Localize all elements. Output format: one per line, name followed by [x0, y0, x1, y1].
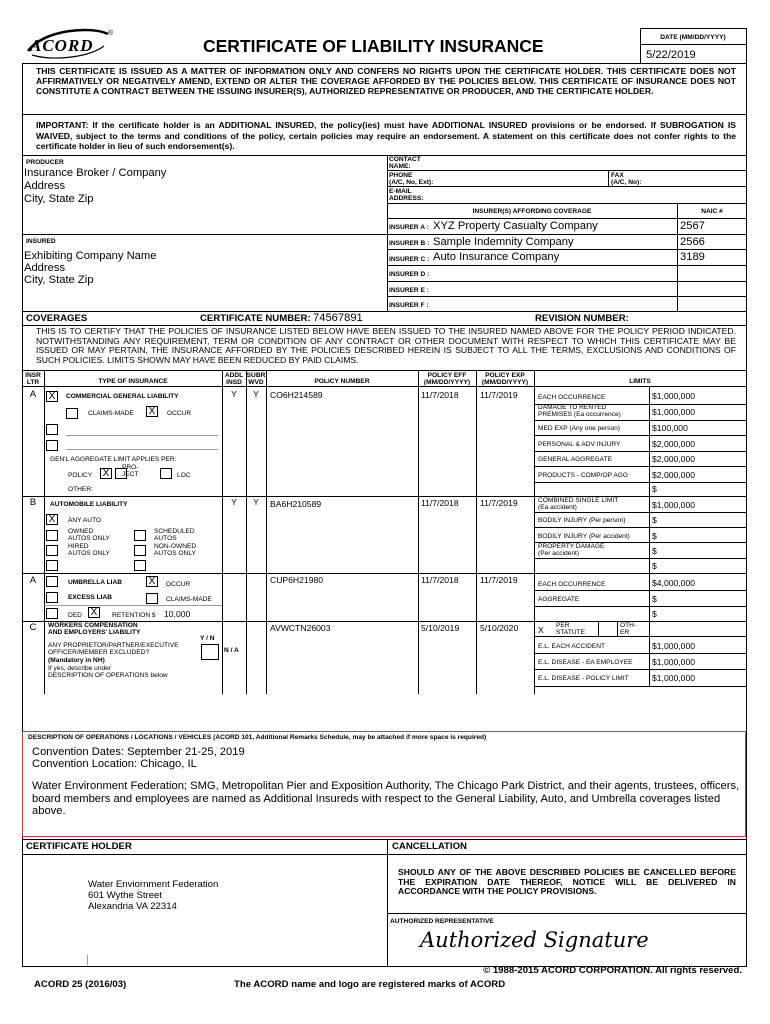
insured-address: Address: [24, 262, 66, 274]
acord-marks-notice: The ACORD name and logo are registered marks of ACORD: [234, 979, 506, 990]
wc-limit-label: E.L. EACH ACCIDENT: [538, 643, 606, 650]
gl-checkbox[interactable]: X: [46, 391, 58, 402]
loc-label: LOC: [177, 472, 191, 479]
coverages-label: COVERAGES: [26, 313, 88, 324]
convention-location: Convention Location: Chicago, IL: [32, 758, 197, 770]
policy-number-header: POLICY NUMBER: [314, 378, 370, 385]
per-statute-checkbox[interactable]: X: [538, 625, 544, 635]
copyright: © 1988-2015 ACORD CORPORATION. All rights reserved.: [483, 965, 742, 976]
insurer-a-naic: 2567: [680, 220, 705, 232]
auto-limit-label: BODILY INJURY (Per accident): [538, 533, 630, 540]
description-label: DESCRIPTION OF OPERATIONS / LOCATIONS / VEHICLES (ACORD 101, Additional Remarks Schedule, may be attached if more space is required): [28, 734, 487, 741]
insured-city: City, State Zip: [24, 274, 94, 286]
owned-autos-checkbox[interactable]: [46, 530, 58, 541]
gl-limit-value: $100,000: [652, 423, 688, 433]
auto-limit-label: COMBINED SINGLE LIMIT (Ea accident): [538, 497, 619, 512]
insurer-b-name: Sample Indemnity Company: [433, 236, 574, 248]
producer-address: Address: [24, 180, 66, 192]
wc-proprietor-question: ANY PROPRIETOR/PARTNER/EXECUTIVE OFFICER/MEMBER EXCLUDED?: [48, 642, 179, 657]
gl-limit-value: $2,000,000: [652, 454, 696, 464]
hired-autos-label: HIRED AUTOS ONLY: [68, 543, 110, 558]
policy-exp-header: POLICY EXP (MM/DD/YYYY): [481, 372, 529, 387]
insurer-a-name: XYZ Property Casualty Company: [433, 220, 598, 232]
ded-label: DED: [68, 612, 82, 619]
umbrella-limit-label: EACH OCCURRENCE: [538, 581, 606, 588]
umbrella-limit-value: $: [652, 609, 657, 619]
umbrella-claims-made-checkbox[interactable]: [146, 593, 158, 604]
any-auto-label: ANY AUTO: [68, 517, 102, 524]
wc-limit-value: $1,000,000: [652, 657, 696, 667]
insurer-a-label: INSURER A :: [389, 224, 429, 231]
gl-eff-date: 11/7/2018: [421, 390, 459, 400]
excess-label: EXCESS LIAB: [68, 594, 112, 601]
auto-eff-date: 11/7/2018: [421, 498, 459, 508]
holder-street: 601 Wythe Street: [88, 890, 163, 901]
producer-name: Insurance Broker / Company: [24, 167, 167, 179]
gl-limit-value: $: [652, 484, 657, 494]
insurer-b-label: INSURER B :: [389, 240, 430, 247]
certificate-number-label: CERTIFICATE NUMBER:: [200, 313, 311, 324]
occur-checkbox[interactable]: X: [146, 406, 158, 417]
auto-exp-date: 11/7/2019: [480, 498, 518, 508]
gl-aggregate-applies-label: GEN'L AGGREGATE LIMIT APPLIES PER:: [50, 456, 177, 463]
insurers-header: INSURER(S) AFFORDING COVERAGE: [472, 208, 592, 215]
gl-limit-label: MED EXP (Any one person): [538, 425, 620, 432]
any-auto-checkbox[interactable]: X: [46, 514, 58, 525]
wc-exp-date: 5/10/2020: [480, 623, 519, 633]
insurer-d-label: INSURER D :: [389, 271, 430, 278]
type-header: TYPE OF INSURANCE: [98, 378, 168, 385]
umbrella-eff-date: 11/7/2018: [421, 575, 459, 585]
gl-limit-value: $1,000,000: [652, 391, 696, 401]
umbrella-insurer-letter: A: [29, 575, 37, 586]
producer-label: PRODUCER: [26, 159, 64, 166]
wc-title: WORKERS COMPENSATION AND EMPLOYERS' LIABILITY: [48, 622, 141, 637]
loc-checkbox[interactable]: [160, 468, 172, 479]
occur-label: OCCUR: [167, 410, 192, 417]
registered-mark-icon: ®: [108, 30, 114, 37]
insurer-c-label: INSURER C :: [389, 256, 430, 263]
policy-eff-header: POLICY EFF (MM/DD/YYYY): [423, 372, 471, 387]
important-notice: IMPORTANT: If the certificate holder is an ADDITIONAL INSURED, the policy(ies) must have ADDITIONAL INSURED provisions or be endorsed. If SUBROGATION IS WAIVED, subject to the terms and conditions of the policy, certain policies may require an endorsement. A statement on this certificate does not confer rights to the certificate holder in lieu of such endorsement(s).: [36, 120, 736, 152]
wc-limit-label: E.L. DISEASE - POLICY LIMIT: [538, 675, 629, 682]
insurer-f-label: INSURER F :: [389, 302, 429, 309]
insurer-c-name: Auto Insurance Company: [433, 251, 560, 263]
wc-excluded-checkbox[interactable]: [201, 644, 219, 660]
date-value: 5/22/2019: [646, 49, 696, 61]
wc-yn-label: Y / N: [200, 635, 215, 642]
gl-limit-label: PERSONAL & ADV INJURY: [538, 441, 621, 448]
umbrella-policy-number: CUP6H21980: [270, 575, 324, 585]
wc-limit-value: $1,000,000: [652, 673, 696, 683]
gl-insurer-letter: A: [29, 389, 37, 400]
gl-addl: Y: [231, 389, 237, 399]
certificate-holder-label: CERTIFICATE HOLDER: [26, 841, 132, 852]
insurer-e-label: INSURER E :: [389, 287, 429, 294]
wc-insurer-letter: C: [29, 622, 37, 633]
producer-city: City, State Zip: [24, 193, 94, 205]
insured-label: INSURED: [26, 238, 56, 245]
scheduled-autos-label: SCHEDULED AUTOS: [154, 528, 195, 543]
umbrella-exp-date: 11/7/2019: [480, 575, 518, 585]
auto-limit-value: $1,000,000: [652, 500, 696, 510]
ded-checkbox[interactable]: [46, 608, 58, 619]
claims-made-checkbox[interactable]: [66, 408, 78, 419]
fax-label: FAX (A/C, No):: [611, 172, 642, 187]
gl-limit-value: $2,000,000: [652, 470, 696, 480]
project-label: PRO- JECT: [122, 464, 139, 479]
gl-limit-label: DAMAGE TO RENTED PREMISES (Ea occurrence): [538, 404, 621, 419]
insurer-b-naic: 2566: [680, 236, 705, 248]
umbrella-claims-made-label: CLAIMS-MADE: [166, 596, 212, 603]
convention-dates: Convention Dates: September 21-25, 2019: [32, 746, 245, 758]
auto-limit-label: PROPERTY DAMAGE (Per accident): [538, 543, 605, 558]
nonowned-autos-checkbox[interactable]: [134, 545, 146, 556]
phone-label: PHONE (A/C, No, Ext):: [389, 172, 434, 187]
auto-limit-value: $: [652, 546, 657, 556]
wc-mandatory-nh: (Mandatory in NH): [48, 657, 105, 664]
acord-logo: [22, 24, 118, 64]
wc-eff-date: 5/10/2019: [421, 623, 460, 633]
wc-policy-number: AVWCTN26003: [270, 623, 331, 633]
authorized-signature: Authorized Signature: [420, 928, 649, 952]
auto-title: AUTOMOBILE LIABILITY: [50, 501, 128, 508]
umbrella-label: UMBRELLA LIAB: [68, 579, 122, 586]
gl-limit-label: EACH OCCURRENCE: [538, 394, 606, 401]
certificate-number: 74567891: [313, 312, 363, 324]
wc-na: N / A: [224, 647, 239, 654]
gl-blank-checkbox-1[interactable]: [46, 424, 58, 435]
email-label: E-MAIL ADDRESS:: [389, 188, 424, 203]
logo-text: ACORD: [30, 36, 94, 55]
wc-describe-note: If yes, describe under DESCRIPTION OF OPERATIONS below: [48, 665, 168, 680]
auto-limit-label: BODILY INJURY (Per person): [538, 517, 626, 524]
umbrella-occur-checkbox[interactable]: X: [146, 576, 158, 587]
gl-limit-value: $2,000,000: [652, 439, 696, 449]
cancellation-text: SHOULD ANY OF THE ABOVE DESCRIBED POLICIES BE CANCELLED BEFORE THE EXPIRATION DATE THEREOF, NOTICE WILL BE DELIVERED IN ACCORDANCE WITH THE POLICY PROVISIONS.: [398, 867, 736, 897]
coverage-statement: THIS IS TO CERTIFY THAT THE POLICIES OF INSURANCE LISTED BELOW HAVE BEEN ISSUED TO THE INSURED NAMED ABOVE FOR THE POLICY PERIOD INDICATED. NOTWITHSTANDING ANY REQUIREMENT, TERM OR CONDITION OF ANY CONTRACT OR OTHER DOCUMENT WITH RESPECT TO WHICH THIS CERTIFICATE MAY BE ISSUED OR MAY PERTAIN, THE INSURANCE AFFORDED BY THE POLICIES DESCRIBED HEREIN IS SUBJECT TO ALL THE TERMS, EXCLUSIONS AND CONDITIONS OF SUCH POLICIES. LIMITS SHOWN MAY HAVE BEEN REDUCED BY PAID CLAIMS.: [36, 326, 736, 365]
other-er-label: OTH- ER: [620, 622, 637, 637]
gl-subr: Y: [253, 389, 259, 399]
additional-insureds-text: Water Environment Federation; SMG, Metropolitan Pier and Exposition Authority, The Chicago Park District, and their agents, trustees, officers, board members and employees are named as Additional Insureds with respect to the General Liability, Auto, and Umbrella coverages listed above.: [32, 780, 740, 818]
other-label: OTHER:: [68, 486, 93, 493]
auto-blank-checkbox-1[interactable]: [46, 560, 58, 571]
excess-checkbox[interactable]: [46, 592, 58, 603]
subr-header: SUBR WVD: [246, 372, 266, 387]
gl-limit-label: PRODUCTS - COMP/OP AGG: [538, 472, 629, 479]
umbrella-limit-value: $4,000,000: [652, 578, 696, 588]
retention-checkbox[interactable]: X: [88, 607, 100, 618]
umbrella-checkbox[interactable]: [46, 576, 58, 587]
auto-subr: Y: [253, 497, 259, 507]
gl-limit-label: GENERAL AGGREGATE: [538, 456, 613, 463]
revision-number-label: REVISION NUMBER:: [535, 313, 629, 324]
auto-blank-checkbox-2[interactable]: [134, 560, 146, 571]
naic-label: NAIC #: [701, 208, 723, 215]
wc-limit-label: E.L. DISEASE - EA EMPLOYEE: [538, 659, 633, 666]
retention-value: 10,000: [164, 609, 191, 619]
gl-limit-value: $1,000,000: [652, 407, 696, 417]
holder-name: Water Enviornment Federation: [88, 879, 219, 890]
holder-city: Alexandria VA 22314: [88, 901, 177, 912]
retention-label: RETENTION $: [112, 612, 156, 619]
form-number: ACORD 25 (2016/03): [34, 979, 127, 990]
authorized-rep-label: AUTHORIZED REPRESENTATIVE: [390, 918, 494, 925]
policy-checkbox[interactable]: X: [100, 468, 112, 479]
info-notice: THIS CERTIFICATE IS ISSUED AS A MATTER OF INFORMATION ONLY AND CONFERS NO RIGHTS UPON THE CERTIFICATE HOLDER. THIS CERTIFICATE DOES NOT AFFIRMATIVELY OR NEGATIVELY AMEND, EXTEND OR ALTER THE COVERAGE AFFORDED BY THE POLICIES BELOW. THIS CERTIFICATE OF INSURANCE DOES NOT CONSTITUTE A CONTRACT BETWEEN THE ISSUING INSURER(S), AUTHORIZED REPRESENTATIVE OR PRODUCER, AND THE CERTIFICATE HOLDER.: [36, 66, 736, 97]
cancellation-label: CANCELLATION: [392, 841, 467, 852]
nonowned-autos-label: NON-OWNED AUTOS ONLY: [154, 543, 197, 558]
date-label: DATE (MM/DD/YYYY): [660, 34, 726, 41]
form-title: CERTIFICATE OF LIABILITY INSURANCE: [203, 36, 544, 56]
per-statute-label: PER STATUTE: [556, 622, 586, 637]
auto-limit-value: $: [652, 531, 657, 541]
addl-header: ADDL INSD: [224, 372, 244, 387]
insurer-c-naic: 3189: [680, 251, 705, 263]
auto-limit-value: $: [652, 515, 657, 525]
policy-label: POLICY: [68, 472, 93, 479]
owned-autos-label: OWNED AUTOS ONLY: [68, 528, 110, 543]
gl-policy-number: CO6H214589: [270, 390, 323, 400]
auto-insurer-letter: B: [29, 497, 37, 508]
hired-autos-checkbox[interactable]: [46, 545, 58, 556]
umbrella-limit-value: $: [652, 594, 657, 604]
gl-title: COMMERCIAL GENERAL LIABILITY: [66, 393, 179, 400]
claims-made-label: CLAIMS-MADE: [88, 410, 134, 417]
auto-policy-number: BA6H210589: [270, 499, 322, 509]
insr-ltr-header: INSR LTR: [25, 372, 41, 387]
limits-header: LIMITS: [629, 378, 651, 385]
wc-limit-value: $1,000,000: [652, 641, 696, 651]
gl-exp-date: 11/7/2019: [480, 390, 518, 400]
umbrella-occur-label: OCCUR: [166, 581, 191, 588]
scheduled-autos-checkbox[interactable]: [134, 530, 146, 541]
insured-name: Exhibiting Company Name: [24, 250, 157, 262]
auto-addl: Y: [231, 497, 237, 507]
umbrella-limit-label: AGGREGATE: [538, 596, 580, 603]
auto-limit-value: $: [652, 561, 657, 571]
gl-blank-checkbox-2[interactable]: [46, 440, 58, 451]
contact-name-label: CONTACT NAME:: [389, 156, 421, 171]
